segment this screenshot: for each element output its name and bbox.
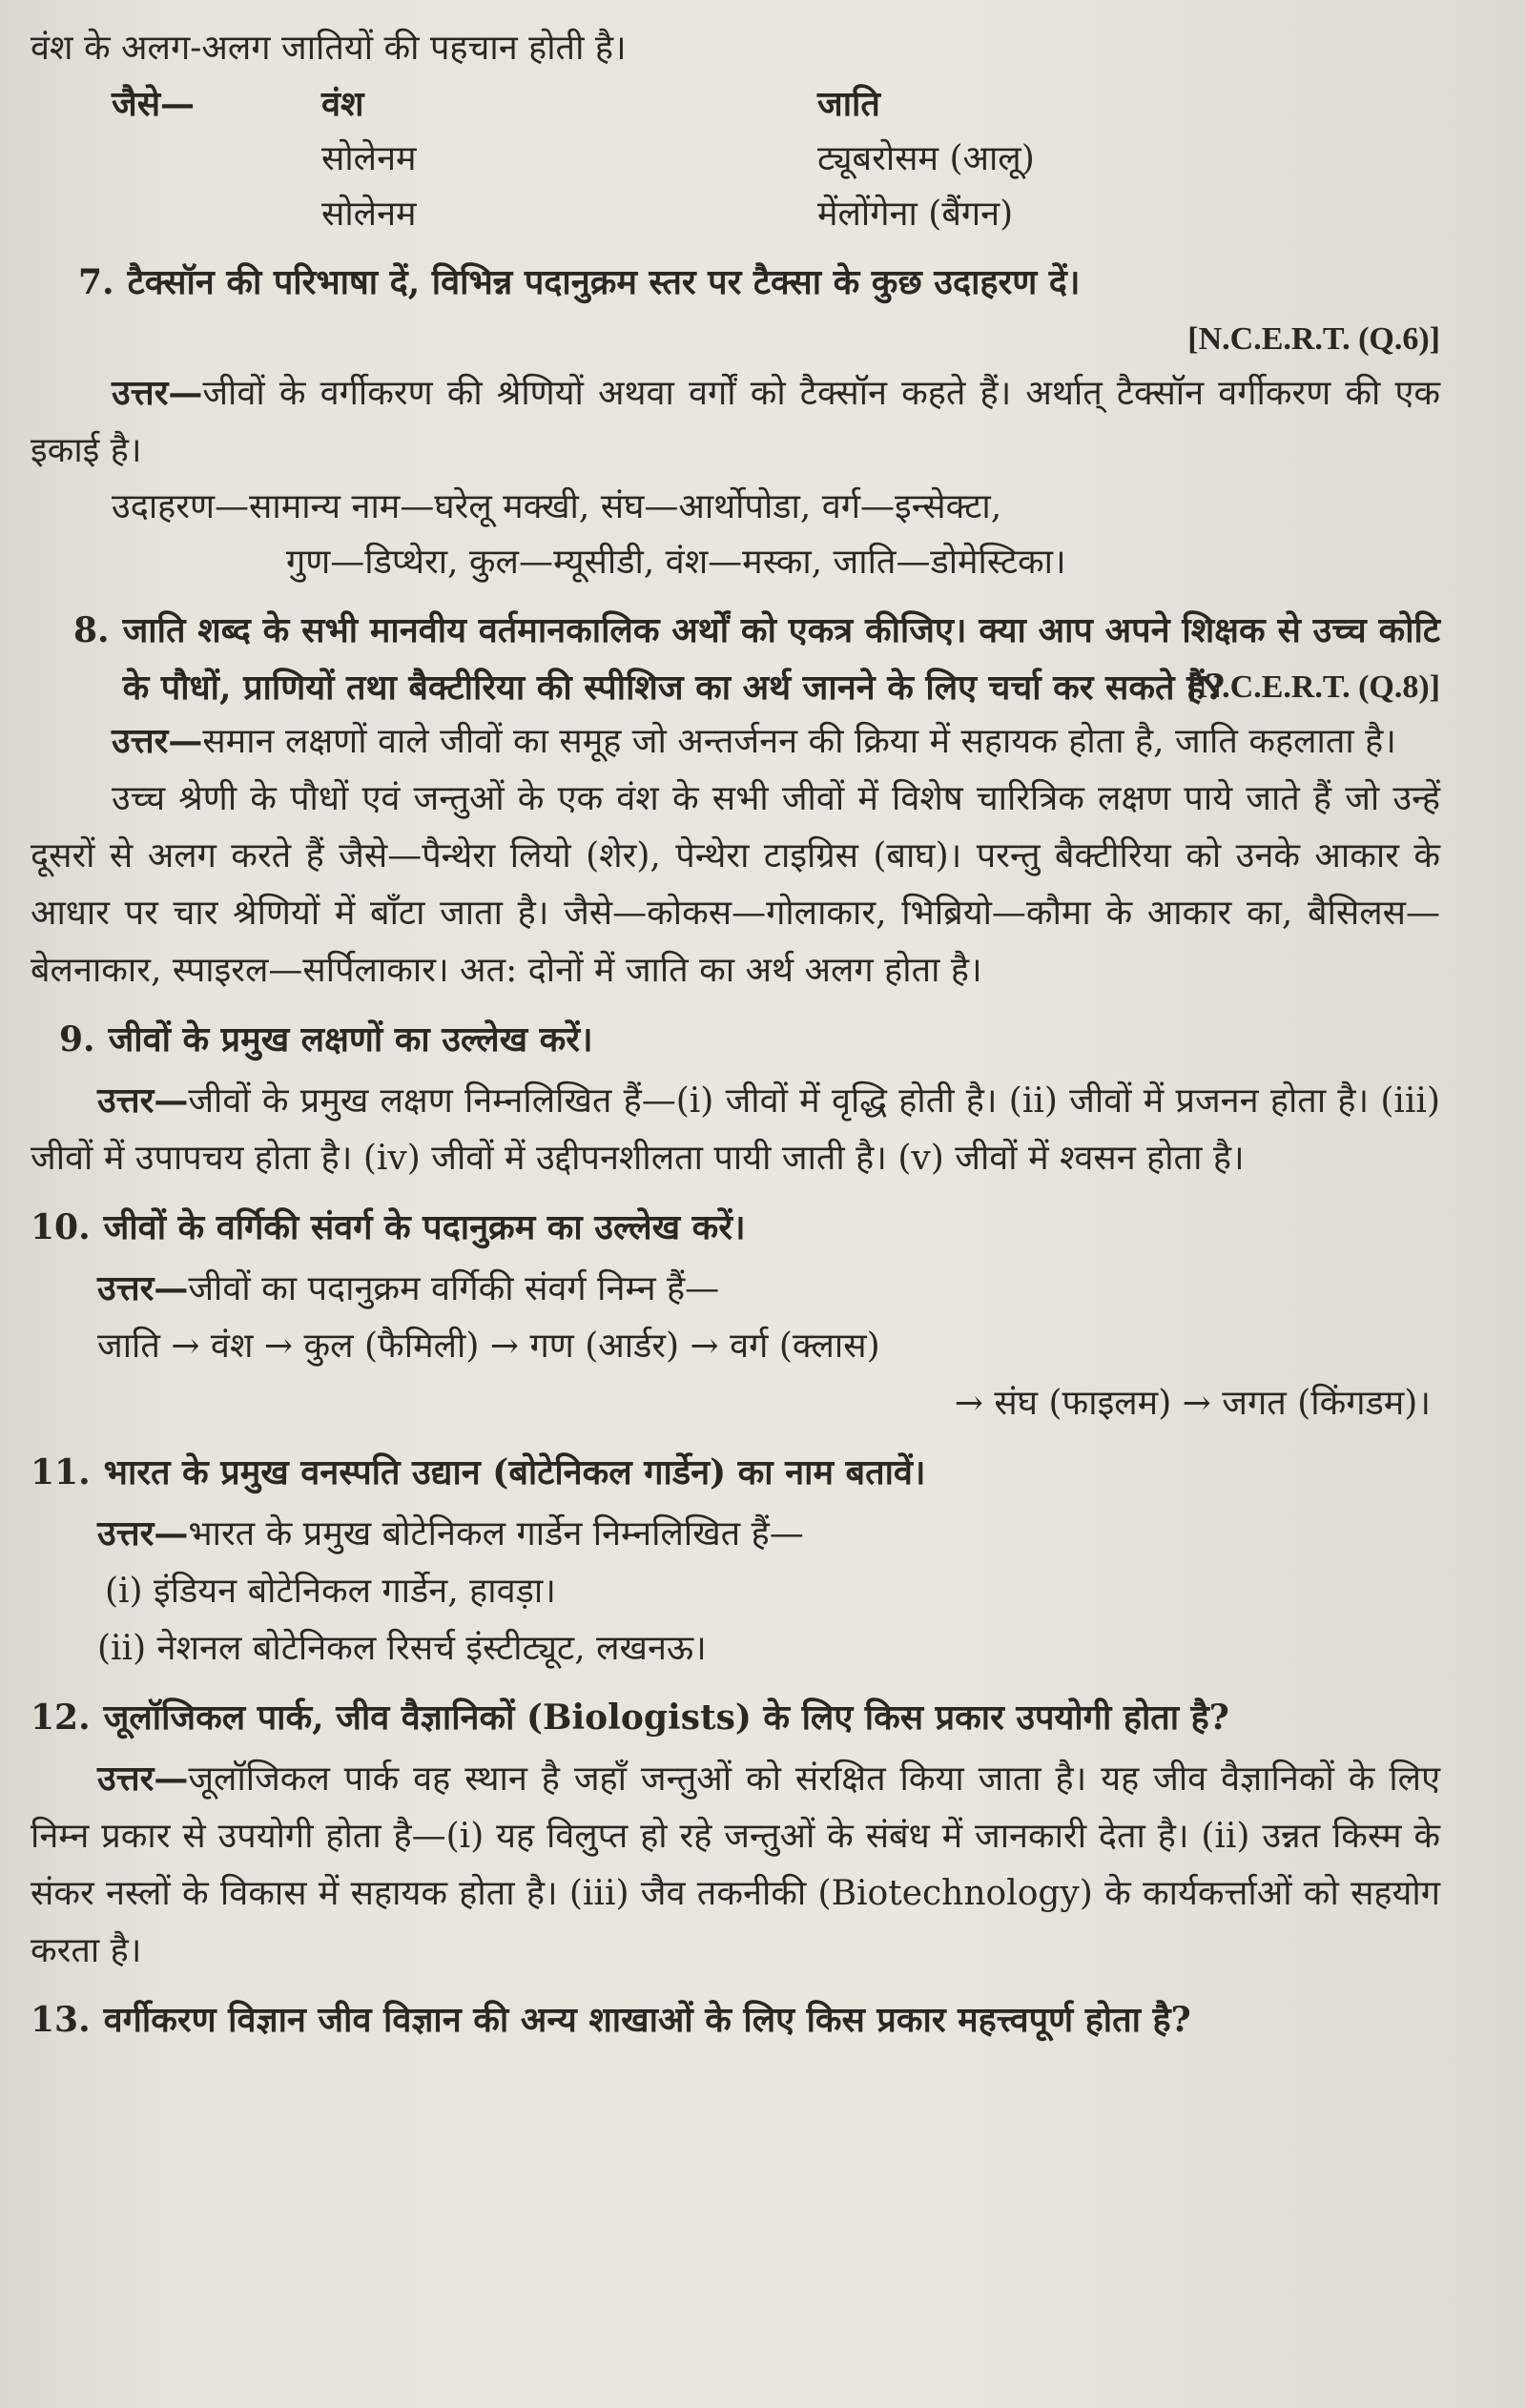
table-cell-genus: सोलेनम [321,139,417,178]
question-text: भारत के प्रमुख वनस्पति उद्यान (बोटेनिकल गार्डेन) का नाम बतावें। [103,1452,926,1492]
question-text: जाति शब्द के सभी मानवीय वर्तमानकालिक अर्थों को एकत्र कीजिए। क्या आप अपने शिक्षक से उच्च कोटि के पौधों, प्राणियों तथा बैक्टीरिया की स्पीशिज का अर्थ जानने के लिए चर्चा कर सकते हैं? [122,610,1440,708]
table-cell-species: मेंलोंगेना (बैंगन) [817,195,1014,234]
answer-7 [31,364,1440,480]
table-label: जैसे— [112,84,196,124]
question-7 [31,254,1440,311]
answer-11 [31,1505,1440,1563]
table-header-species: जाति [817,84,880,124]
question-text: वर्गीकरण विज्ञान जीव विज्ञान की अन्य शाखाओं के लिए किस प्रकार महत्त्वपूर्ण होता है? [103,2000,1191,2040]
intro-line: वंश के अलग-अलग जातियों की पहचान होती है। [31,29,627,68]
answer-label: उत्तर— [97,1513,189,1554]
question-11 [31,1444,1440,1501]
question-12 [31,1689,1440,1746]
table-cell-species: ट्यूबरोसम (आलू) [817,139,1035,178]
question-number: 13. [31,2000,91,2040]
question-8-reference: [N.C.E.R.T. (Q.8)] [1187,669,1440,705]
hierarchy-chain-line-2: → संघ (फाइलम) → जगत (किंगडम)। [954,1384,1431,1423]
example-line-1: उदाहरण—सामान्य नाम—घरेलू मक्खी, संघ—आर्थोपोडा, वर्ग—इन्सेक्टा, [112,487,1002,526]
answer-text: भारत के प्रमुख बोटेनिकल गार्डेन निम्नलिखित हैं— [188,1514,804,1554]
answer-text: समान लक्षणों वाले जीवों का समूह जो अन्तर्जनन की क्रिया में सहायक होता है, जाति कहलाता है। [202,722,1396,761]
question-number: 9. [59,1019,95,1060]
answer-label: उत्तर— [112,373,203,413]
answer-label: उत्तर— [97,1759,189,1799]
answer-10 [31,1260,1440,1318]
genus-species-table [31,76,1440,242]
table-cell-genus: सोलेनम [321,195,417,234]
question-text: जीवों के वर्गिकी संवर्ग के पदानुक्रम का उल्लेख करें। [103,1207,746,1247]
answer-text: जीवों के प्रमुख लक्षण निम्नलिखित हैं—(i) जीवों में वृद्धि होती है। (ii) जीवों में प्रजनन होता है। (iii) जीवों में उपापचय होता है। (iv) जीवों में उद्दीपनशीलता पायी जाती है। (v) जीवों में श्वसन होता है। [31,1081,1440,1178]
answer-label: उत्तर— [112,721,203,761]
answer-text: जीवों का पदानुक्रम वर्गिकी संवर्ग निम्न हैं— [188,1269,720,1308]
list-item: (ii) नेशनल बोटेनिकल रिसर्च इंस्टीट्यूट, लखनऊ। [97,1629,707,1668]
example-line-2: गुण—डिप्थेरा, कुल—म्यूसीडी, वंश—मस्का, जाति—डोमेस्टिका। [286,543,1066,582]
question-number: 12. [31,1698,91,1738]
list-item: (i) इंडियन बोटेनिकल गार्डेन, हावड़ा। [105,1572,556,1611]
question-number: 7. [78,262,114,302]
answer-label: उत्तर— [97,1081,189,1121]
hierarchy-chain-line-1: जाति → वंश → कुल (फैमिली) → गण (आर्डर) → वर्ग (क्लास) [97,1327,880,1366]
question-10 [31,1199,1440,1256]
question-7-reference: [N.C.E.R.T. (Q.6)] [1187,321,1440,357]
answer-label: उत्तर— [97,1268,189,1308]
answer-8 [31,712,1440,771]
question-number: 10. [31,1207,91,1247]
question-13 [31,1991,1440,2048]
table-header-genus: वंश [321,84,364,124]
question-text: जीवों के प्रमुख लक्षणों का उल्लेख करें। [108,1019,593,1060]
answer-text: जीवों के वर्गीकरण की श्रेणियों अथवा वर्गों को टैक्सॉन कहते हैं। अर्थात् टैक्सॉन वर्गीकरण की एक इकाई है। [31,374,1440,470]
answer-text: जूलॉजिकल पार्क वह स्थान है जहाँ जन्तुओं को संरक्षित किया जाता है। यह जीव वैज्ञानिकों के लिए निम्न प्रकार से उपयोगी होता है—(i) यह विलुप्त हो रहे जन्तुओं के संबंध में जानकारी देता है। (ii) उन्नत किस्म के संकर नस्लों के विकास में सहायक होता है। (iii) जैव तकनीकी (Biotechnology) के कार्यकर्त्ताओं को सहयोग करता है। [31,1760,1440,1970]
question-number: 8. [73,610,110,650]
answer-12 [31,1750,1440,1980]
answer-9 [31,1072,1440,1187]
answer-8-paragraph-2: उच्च श्रेणी के पौधों एवं जन्तुओं के एक वंश के सभी जीवों में विशेष चारित्रिक लक्षण पाये जाते हैं जो उन्हें दूसरों से अलग करते हैं जैसे—पैन्थेरा लियो (शेर), पेन्थेरा टाइग्रिस (बाघ)। परन्तु बैक्टीरिया को उनके आकार के आधार पर चार श्रेणियों में बाँटा जाता है। जैसे—कोकस—गोलाकार, भिब्रियो—कौमा के आकार का, बैसिलस—बेलनाकार, स्पाइरल—सर्पिलाकार। अत: दोनों में जाति का अर्थ अलग होता है। [31,779,1440,990]
question-9 [31,1011,1440,1068]
question-text: जूलॉजिकल पार्क, जीव वैज्ञानिकों (Biologists) के लिए किस प्रकार उपयोगी होता है? [103,1698,1229,1738]
question-number: 11. [31,1452,91,1492]
question-text: टैक्सॉन की परिभाषा दें, विभिन्न पदानुक्रम स्तर पर टैक्सा के कुछ उदाहरण दें। [127,262,1081,302]
